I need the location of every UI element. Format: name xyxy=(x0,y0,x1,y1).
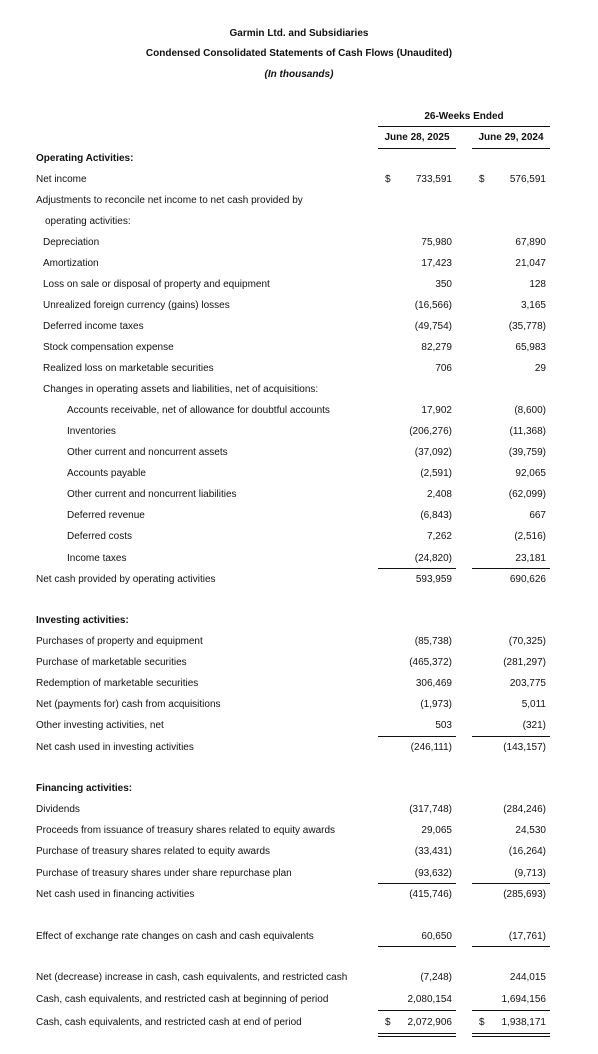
value-2024: 1,938,171 xyxy=(501,1017,546,1028)
table-row xyxy=(0,699,598,713)
row-label: Depreciation xyxy=(43,237,100,248)
value-2025: 2,072,906 xyxy=(407,1017,452,1028)
row-label: Changes in operating assets and liabilities, net of acquisitions: xyxy=(43,384,319,395)
table-row xyxy=(0,216,598,230)
value-2025: (6,843) xyxy=(420,510,452,521)
value-2024: (285,693) xyxy=(503,889,546,900)
row-label: Net income xyxy=(36,174,87,185)
value-2025: (24,820) xyxy=(414,553,452,564)
table-row xyxy=(0,994,598,1008)
total-row xyxy=(0,742,598,756)
table-row xyxy=(0,510,598,524)
row-label: Deferred income taxes xyxy=(43,321,144,332)
value-2024: 23,181 xyxy=(515,553,546,564)
row-label: Redemption of marketable securities xyxy=(36,678,199,689)
column-header-2025: June 28, 2025 xyxy=(384,132,450,143)
section-heading: Operating Activities: xyxy=(36,153,134,164)
value-2025: (465,372) xyxy=(409,657,452,668)
currency-symbol: $ xyxy=(479,1017,485,1028)
value-2024: (321) xyxy=(522,720,546,731)
row-label: Purchases of property and equipment xyxy=(36,636,203,647)
table-row xyxy=(0,825,598,839)
row-label: Deferred revenue xyxy=(67,510,145,521)
table-row xyxy=(0,447,598,461)
subtotal-rule xyxy=(378,946,456,947)
subtotal-rule xyxy=(378,883,456,884)
table-row xyxy=(0,657,598,671)
row-label: operating activities: xyxy=(45,216,131,227)
period-rule xyxy=(378,126,550,127)
subtotal-rule xyxy=(378,1010,456,1011)
row-label: Other current and noncurrent assets xyxy=(67,447,228,458)
table-row xyxy=(0,720,598,734)
value-2025: (2,591) xyxy=(420,468,452,479)
table-row xyxy=(0,279,598,293)
table-row xyxy=(0,468,598,482)
section-operating xyxy=(0,153,598,167)
table-row xyxy=(0,300,598,314)
statement-title: Condensed Consolidated Statements of Cash Flows (Unaudited) xyxy=(145,48,453,59)
value-2025: (206,276) xyxy=(409,426,452,437)
value-2025: (33,431) xyxy=(414,846,452,857)
row-label: Stock compensation expense xyxy=(43,342,174,353)
row-label: Deferred costs xyxy=(67,531,133,542)
total-double-rule xyxy=(472,1033,550,1037)
table-row xyxy=(0,174,598,188)
value-2024: (16,264) xyxy=(508,846,546,857)
table-row xyxy=(0,531,598,545)
subtotal-rule xyxy=(472,883,550,884)
subtotal-rule xyxy=(472,1010,550,1011)
row-label: Purchase of treasury shares under share repurchase plan xyxy=(36,868,292,879)
value-2024: (17,761) xyxy=(508,931,546,942)
row-label: Amortization xyxy=(43,258,99,269)
row-label: Accounts payable xyxy=(67,468,146,479)
value-2024: 21,047 xyxy=(515,258,546,269)
table-row xyxy=(0,384,598,398)
row-label: Inventories xyxy=(67,426,116,437)
section-heading: Financing activities: xyxy=(36,783,133,794)
subtotal-rule xyxy=(378,568,456,569)
table-row xyxy=(0,405,598,419)
row-label: Cash, cash equivalents, and restricted cash at end of period xyxy=(36,1017,302,1028)
table-row xyxy=(0,195,598,209)
table-row xyxy=(0,678,598,692)
table-row xyxy=(0,972,598,986)
row-label: Net cash used in financing activities xyxy=(36,889,195,900)
value-2025: (85,738) xyxy=(414,636,452,647)
table-row xyxy=(0,321,598,335)
value-2024: (70,325) xyxy=(508,636,546,647)
table-row xyxy=(0,846,598,860)
row-label: Loss on sale or disposal of property and equipment xyxy=(43,279,270,290)
value-2025: (37,092) xyxy=(414,447,452,458)
section-investing xyxy=(0,615,598,629)
row-label: Purchase of treasury shares related to equity awards xyxy=(36,846,271,857)
value-2024: (284,246) xyxy=(503,804,546,815)
value-2025: 503 xyxy=(435,720,452,731)
value-2025: 75,980 xyxy=(421,237,452,248)
column-rule-2024 xyxy=(472,148,550,149)
table-row xyxy=(0,804,598,818)
subtotal-rule xyxy=(378,736,456,737)
value-2024: 576,591 xyxy=(509,174,546,185)
value-2024: 1,694,156 xyxy=(501,994,546,1005)
value-2025: 7,262 xyxy=(426,531,452,542)
value-2024: (11,368) xyxy=(509,426,546,437)
row-label: Net (payments for) cash from acquisitions xyxy=(36,699,221,710)
table-row xyxy=(0,426,598,440)
table-row xyxy=(0,342,598,356)
total-row xyxy=(0,1017,598,1031)
row-label: Income taxes xyxy=(67,553,127,564)
table-row xyxy=(0,553,598,567)
currency-symbol: $ xyxy=(479,174,485,185)
row-label: Dividends xyxy=(36,804,80,815)
value-2024: 65,983 xyxy=(515,342,546,353)
column-rule-2025 xyxy=(378,148,456,149)
table-row xyxy=(0,868,598,882)
table-row xyxy=(0,489,598,503)
value-2025: 2,080,154 xyxy=(407,994,452,1005)
value-2024: 690,626 xyxy=(509,574,546,585)
row-label: Adjustments to reconcile net income to net cash provided by xyxy=(36,195,303,206)
table-row xyxy=(0,931,598,945)
value-2024: (281,297) xyxy=(503,657,546,668)
value-2025: (415,746) xyxy=(409,889,452,900)
value-2024: (39,759) xyxy=(508,447,546,458)
section-financing xyxy=(0,783,598,797)
value-2025: 17,902 xyxy=(421,405,452,416)
table-row xyxy=(0,258,598,272)
subtotal-rule xyxy=(472,946,550,947)
table-row xyxy=(0,636,598,650)
value-2024: 244,015 xyxy=(509,972,546,983)
row-label: Other investing activities, net xyxy=(36,720,164,731)
value-2024: 3,165 xyxy=(520,300,546,311)
currency-symbol: $ xyxy=(385,1017,391,1028)
value-2025: (49,754) xyxy=(414,321,452,332)
value-2024: 24,530 xyxy=(515,825,546,836)
table-row xyxy=(0,237,598,251)
value-2025: 60,650 xyxy=(421,931,452,942)
value-2024: 92,065 xyxy=(515,468,546,479)
column-header-2024: June 29, 2024 xyxy=(478,132,544,143)
value-2024: 667 xyxy=(529,510,546,521)
value-2025: (93,632) xyxy=(414,868,452,879)
row-label: Effect of exchange rate changes on cash and cash equivalents xyxy=(36,931,314,942)
value-2025: (317,748) xyxy=(409,804,452,815)
value-2024: 5,011 xyxy=(521,699,546,710)
period-header: 26-Weeks Ended xyxy=(424,111,504,122)
row-label: Net cash provided by operating activities xyxy=(36,574,216,585)
value-2025: 350 xyxy=(435,279,452,290)
value-2024: 67,890 xyxy=(515,237,546,248)
value-2024: (62,099) xyxy=(508,489,546,500)
value-2025: (16,566) xyxy=(414,300,452,311)
value-2025: 593,959 xyxy=(415,574,452,585)
row-label: Net cash used in investing activities xyxy=(36,742,194,753)
section-heading: Investing activities: xyxy=(36,615,129,626)
value-2025: (246,111) xyxy=(410,742,452,753)
row-label: Accounts receivable, net of allowance for doubtful accounts xyxy=(67,405,330,416)
value-2024: (8,600) xyxy=(514,405,546,416)
value-2025: 706 xyxy=(435,363,452,374)
value-2024: 29 xyxy=(534,363,546,374)
value-2024: (143,157) xyxy=(503,742,546,753)
company-name: Garmin Ltd. and Subsidiaries xyxy=(229,28,369,39)
table-row xyxy=(0,363,598,377)
value-2025: 306,469 xyxy=(415,678,452,689)
row-label: Realized loss on marketable securities xyxy=(43,363,214,374)
subtotal-rule xyxy=(472,568,550,569)
value-2024: (9,713) xyxy=(514,868,546,879)
units-note: (In thousands) xyxy=(264,69,334,80)
value-2025: 2,408 xyxy=(426,489,452,500)
value-2025: 29,065 xyxy=(421,825,452,836)
row-label: Cash, cash equivalents, and restricted cash at beginning of period xyxy=(36,994,329,1005)
value-2025: (1,973) xyxy=(420,699,452,710)
value-2025: 82,279 xyxy=(421,342,452,353)
value-2025: (7,248) xyxy=(420,972,452,983)
value-2024: (2,516) xyxy=(514,531,546,542)
value-2025: 17,423 xyxy=(421,258,452,269)
currency-symbol: $ xyxy=(385,174,391,185)
row-label: Net (decrease) increase in cash, cash equivalents, and restricted cash xyxy=(36,972,348,983)
row-label: Unrealized foreign currency (gains) losses xyxy=(43,300,230,311)
total-row xyxy=(0,574,598,588)
total-double-rule xyxy=(378,1033,456,1037)
value-2024: 203,775 xyxy=(509,678,546,689)
value-2025: 733,591 xyxy=(415,174,452,185)
row-label: Other current and noncurrent liabilities xyxy=(67,489,237,500)
row-label: Proceeds from issuance of treasury shares related to equity awards xyxy=(36,825,336,836)
value-2024: (35,778) xyxy=(508,321,546,332)
subtotal-rule xyxy=(472,736,550,737)
value-2024: 128 xyxy=(529,279,546,290)
total-row xyxy=(0,889,598,903)
row-label: Purchase of marketable securities xyxy=(36,657,187,668)
